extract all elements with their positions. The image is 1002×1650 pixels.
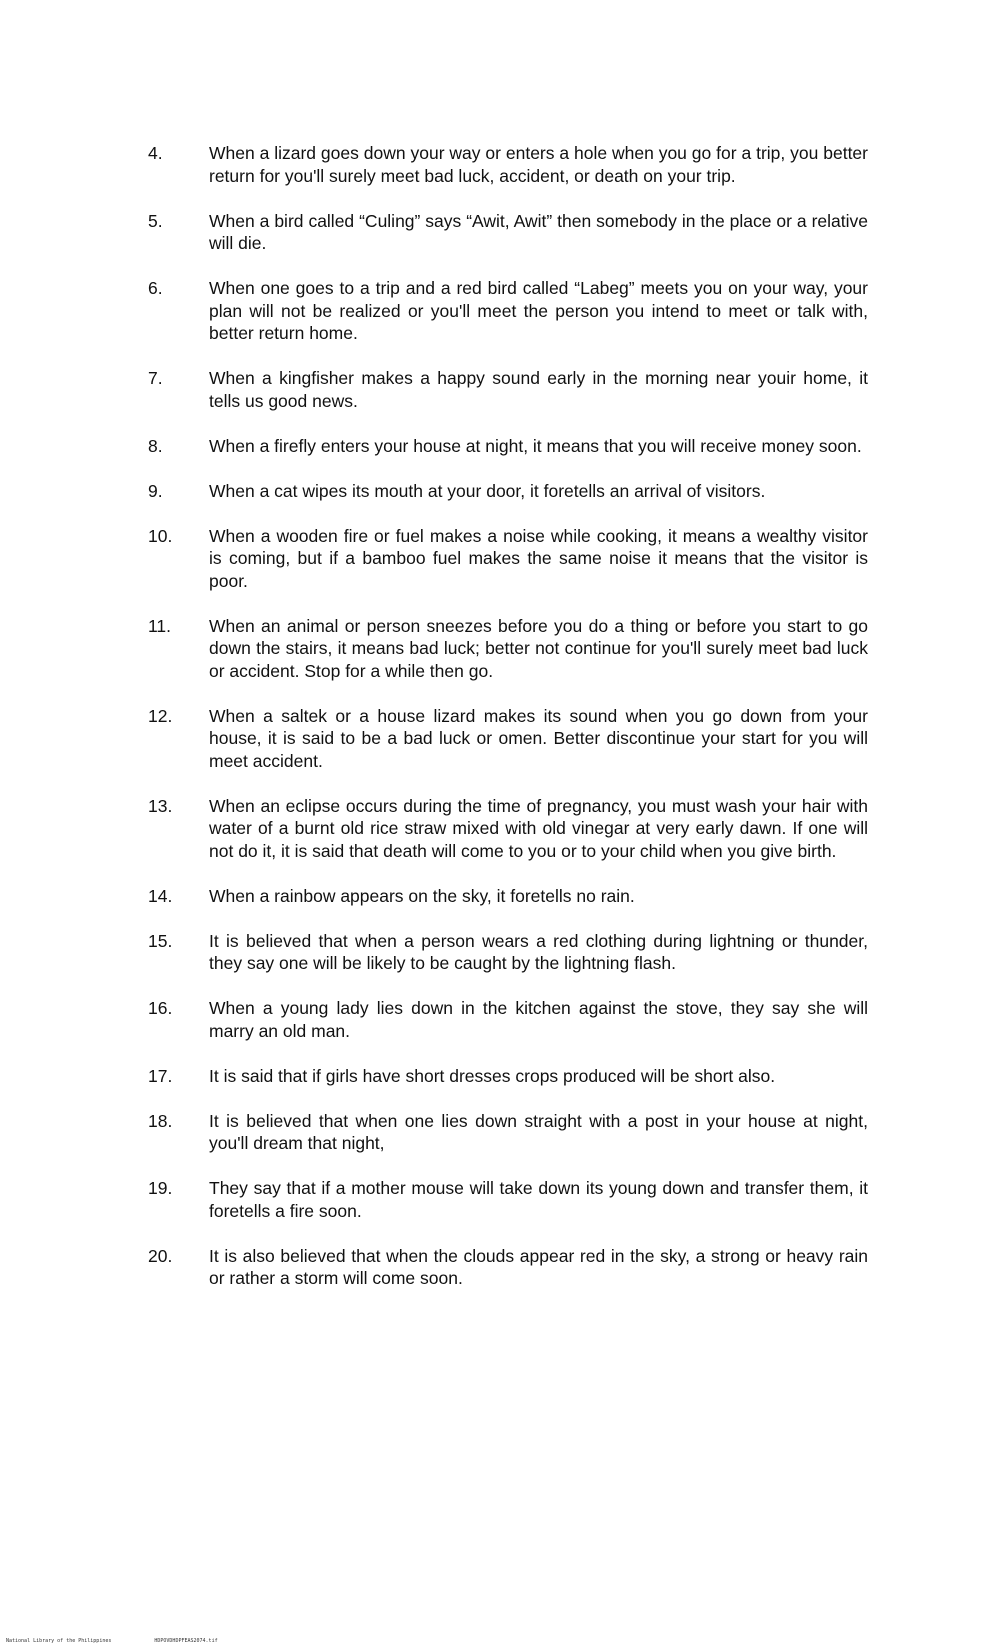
list-item	[148, 615, 868, 683]
item-text: When a lizard goes down your way or enters a hole when you go for a trip, you better return for you'll surely meet bad luck, accident, or death on your trip.	[209, 143, 868, 186]
list-item	[148, 1065, 868, 1088]
item-number: 13.	[148, 795, 173, 816]
item-number: 5.	[148, 210, 163, 231]
footer-file-id: HDPOVDHDPFEAS2074.tif	[154, 1638, 218, 1644]
item-text: It is believed that when one lies down straight with a post in your house at night, you'll dream that night,	[209, 1110, 868, 1153]
item-text: When one goes to a trip and a red bird called “Labeg” meets you on your way, your plan will not be realized or you'll meet the person you intend to meet or talk with, better return home.	[209, 278, 868, 343]
item-text: When a bird called “Culing” says “Awit, Awit” then somebody in the place or a relative will die.	[209, 210, 868, 253]
item-number: 15.	[148, 930, 173, 951]
item-number: 8.	[148, 435, 163, 456]
item-text: When an eclipse occurs during the time of pregnancy, you must wash your hair with water of a burnt old rice straw mixed with old vinegar at very early dawn. If one will not do it, it is said that death will come to you or to your child when you give birth.	[209, 795, 868, 861]
item-number: 4.	[148, 143, 163, 163]
item-number: 19.	[148, 1178, 173, 1198]
item-number: 12.	[148, 705, 173, 726]
item-text: It is believed that when a person wears a red clothing during lightning or thunder, they say one will be likely to be caught by the lightning flash.	[209, 930, 868, 973]
item-number: 20.	[148, 1245, 173, 1266]
item-number: 14.	[148, 885, 173, 906]
list-item	[148, 1245, 868, 1290]
item-number: 7.	[148, 368, 163, 388]
item-number: 11.	[148, 615, 172, 636]
superstition-list	[148, 142, 868, 1312]
item-number: 17.	[148, 1065, 173, 1086]
list-item	[148, 1177, 868, 1222]
list-item	[148, 480, 868, 503]
item-text: When a young lady lies down in the kitchen against the stove, they say she will marry an old man.	[209, 998, 868, 1041]
item-text: When a rainbow appears on the sky, it foretells no rain.	[209, 885, 635, 906]
footer-library: National Library of the Philippines	[6, 1638, 112, 1644]
list-item	[148, 210, 868, 255]
page-footer	[6, 1638, 258, 1644]
item-number: 10.	[148, 525, 173, 546]
list-item	[148, 525, 868, 593]
item-number: 18.	[148, 1110, 173, 1131]
item-text: It is said that if girls have short dresses crops produced will be short also.	[209, 1065, 776, 1086]
list-item	[148, 435, 868, 458]
list-item	[148, 367, 868, 412]
list-item	[148, 795, 868, 863]
list-item	[148, 885, 868, 908]
item-text: When a kingfisher makes a happy sound early in the morning near youir home, it tells us good news.	[209, 368, 868, 411]
list-item	[148, 277, 868, 345]
item-text: When an animal or person sneezes before you do a thing or before you start to go down the stairs, it means bad luck; better not continue for you'll surely meet bad luck or accident. Stop for a while then go.	[209, 615, 868, 681]
item-number: 6.	[148, 278, 163, 298]
list-item	[148, 705, 868, 773]
item-number: 9.	[148, 480, 163, 501]
item-text: They say that if a mother mouse will take down its young down and transfer them, it foretells a fire soon.	[209, 1178, 868, 1221]
list-item	[148, 1110, 868, 1155]
item-number: 16.	[148, 998, 173, 1018]
list-item	[148, 930, 868, 975]
item-text: When a saltek or a house lizard makes its sound when you go down from your house, it is said to be a bad luck or omen. Better discontinue your start for you will meet accident.	[209, 705, 868, 771]
item-text: When a wooden fire or fuel makes a noise while cooking, it means a wealthy visitor is coming, but if a bamboo fuel makes the same noise it means that the visitor is poor.	[209, 525, 868, 591]
list-item	[148, 997, 868, 1042]
item-text: It is also believed that when the clouds appear red in the sky, a strong or heavy rain or rather a storm will come soon.	[209, 1245, 868, 1288]
list-item	[148, 142, 868, 187]
item-text: When a cat wipes its mouth at your door, it foretells an arrival of visitors.	[209, 480, 766, 501]
item-text: When a firefly enters your house at night, it means that you will receive money soon.	[209, 435, 862, 456]
